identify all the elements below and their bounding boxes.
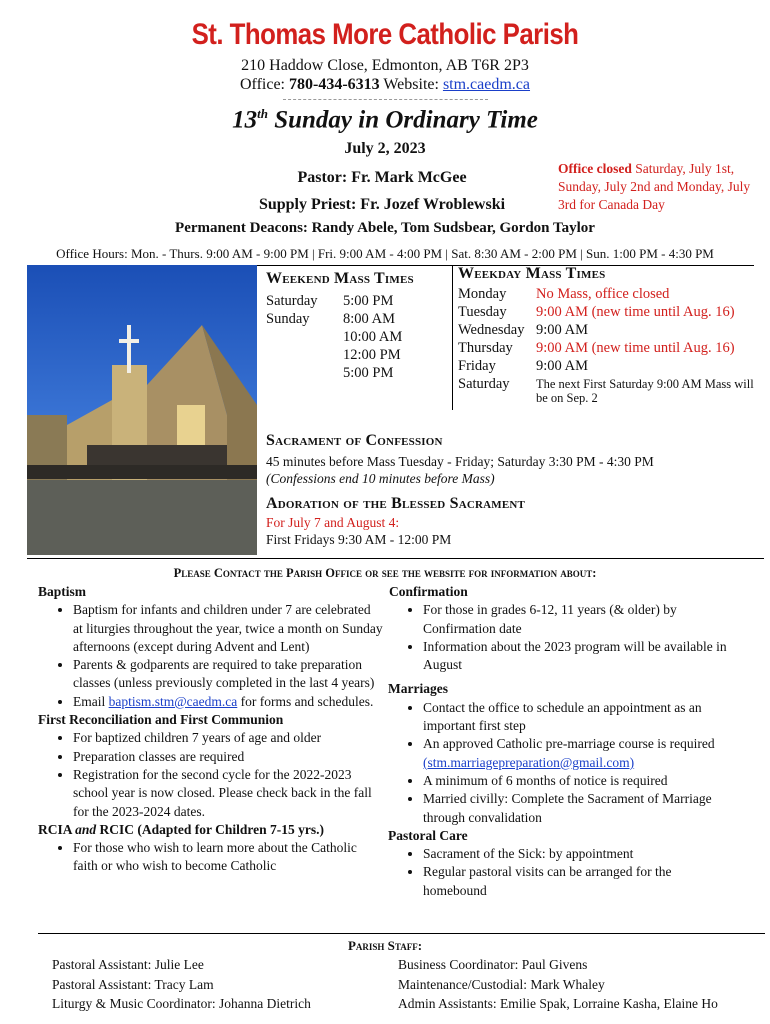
staff-right (398, 955, 718, 1014)
parish-address-block (0, 56, 770, 94)
right-info-column (388, 583, 733, 900)
divider (283, 99, 488, 100)
staff-member: Business Coordinator: Paul Givens (398, 957, 588, 972)
baptism-email-link[interactable]: baptism.stm@caedm.ca (108, 693, 238, 709)
office-line: Office: 780-434-6313 Website: stm.caedm.ca (239, 76, 531, 93)
table-row: Thursday 9:00 AM (new time until Aug. 16) (458, 340, 735, 356)
weekday-mass-section (458, 265, 756, 405)
pastor: Pastor: Fr. Mark McGee (297, 169, 467, 186)
clergy-block (252, 164, 512, 218)
table-row: 10:00 AM (343, 329, 403, 345)
deacons: Permanent Deacons: Randy Abele, Tom Sudsbear, Gordon Taylor (175, 220, 595, 236)
table-row: Tuesday 9:00 AM (new time until Aug. 16) (458, 304, 735, 320)
address: 210 Haddow Close, Edmonton, AB T6R 2P3 (241, 57, 529, 74)
list-item: • Parents & godparents are required to take preparation classes (unless previously completed in the last 4 years) (73, 656, 383, 693)
list-item: • An approved Catholic pre-marriage course is required (stm.marriagepreparation@gmail.com) (423, 735, 733, 772)
list-item: • Email baptism.stm@caedm.ca for forms and schedules. (73, 693, 383, 711)
list-item: • Baptism for infants and children under 7 are celebrated at liturgies throughout the year, twice a month on Sunday afternoons (except during Advent and Lent) (73, 601, 383, 656)
baptism-list (38, 601, 383, 711)
confession-section: Sacrament of Confession 45 minutes before Mass Tuesday - Friday; Saturday 3:30 PM - 4:30 PM (Confessions end 10 minutes before Mass) (266, 432, 756, 487)
reconciliation-heading: First Reconciliation and First Communion (38, 712, 284, 728)
table-row: Saturday 5:00 PM (266, 293, 394, 309)
adoration-heading: Adoration of the Blessed Sacrament (266, 495, 526, 512)
parish-title: St. Thomas More Catholic Parish (191, 18, 579, 51)
marriage-email-link[interactable]: (stm.marriagepreparation@gmail.com) (423, 754, 635, 770)
marriages-heading: Marriages (388, 681, 448, 697)
list-item: • Preparation classes are required (73, 748, 383, 766)
baptism-heading: Baptism (38, 584, 87, 599)
rcia-list (38, 839, 383, 876)
rcia-heading: RCIA and RCIC (Adapted for Children 7-15 yrs.) (38, 821, 325, 837)
weekend-mass-table (266, 292, 402, 382)
divider (27, 558, 764, 559)
adoration-section: Adoration of the Blessed Sacrament For July 7 and August 4: First Fridays 9:30 AM - 12:00 PM (266, 495, 756, 548)
list-item: • Sacrament of the Sick: by appointment (423, 845, 733, 863)
table-row: Friday 9:00 AM (458, 358, 588, 374)
office-closed-notice: Office closed Saturday, July 1st, Sunday, July 2nd and Monday, July 3rd for Canada Day (558, 161, 751, 212)
divider (452, 265, 453, 410)
pastoral-care-list (388, 845, 733, 900)
table-row: Wednesday 9:00 AM (458, 322, 588, 338)
list-item: • For those in grades 6-12, 11 years (& older) by Confirmation date (423, 601, 733, 638)
table-row: Monday No Mass, office closed (458, 286, 670, 302)
left-info-column (38, 583, 383, 876)
staff-member: Maintenance/Custodial: Mark Whaley (398, 976, 605, 992)
confirmation-heading: Confirmation (389, 584, 468, 599)
office-hours: Office Hours: Mon. - Thurs. 9:00 AM - 9:00 PM | Fri. 9:00 AM - 4:00 PM | Sat. 8:30 AM - 2:00 PM | Sun. 1:00 PM - 4:30 PM (56, 246, 714, 261)
office-phone: 780-434-6313 (288, 76, 380, 93)
list-item: • Information about the 2023 program will be available in August (423, 638, 733, 675)
website-link[interactable]: stm.caedm.ca (442, 76, 531, 93)
liturgical-title: 13th Sunday in Ordinary Time (232, 106, 538, 134)
list-item: • Contact the office to schedule an appointment as an important first step (423, 699, 733, 736)
weekday-mass-heading: Weekday Mass Times (458, 265, 606, 282)
table-row: 12:00 PM (343, 347, 401, 363)
weekend-mass-section (266, 270, 414, 382)
staff-member: Pastoral Assistant: Tracy Lam (52, 976, 214, 992)
table-row: 5:00 PM (343, 365, 394, 381)
pastoral-care-heading: Pastoral Care (388, 827, 468, 843)
staff-left (52, 955, 311, 1014)
weekend-mass-heading: Weekend Mass Times (266, 270, 414, 287)
supply-priest: Supply Priest: Fr. Jozef Wroblewski (258, 196, 506, 213)
table-row: Sunday 8:00 AM (266, 311, 395, 327)
confession-heading: Sacrament of Confession (266, 432, 443, 449)
weekday-mass-table (458, 285, 756, 405)
divider (38, 933, 765, 934)
reconciliation-list (38, 729, 383, 820)
church-photo (27, 265, 257, 555)
list-item: • For those who wish to learn more about the Catholic faith or who wish to become Catholic (73, 839, 383, 876)
list-item: • Married civilly: Complete the Sacrament of Marriage through convalidation (423, 790, 733, 827)
table-row: Saturday The next First Saturday 9:00 AM Mass will be on Sep. 2 (458, 376, 754, 405)
info-heading: Please Contact the Parish Office or see the website for information about: (173, 566, 597, 580)
staff-member: Admin Assistants: Emilie Spak, Lorraine Kasha, Elaine Ho (398, 996, 718, 1011)
staff-member: Liturgy & Music Coordinator: Johanna Dietrich (52, 996, 311, 1011)
confirmation-list (388, 601, 733, 674)
staff-member: Pastoral Assistant: Julie Lee (52, 957, 204, 972)
list-item: • For baptized children 7 years of age and older (73, 729, 383, 747)
staff-heading: Parish Staff: (347, 938, 423, 953)
list-item: • Registration for the second cycle for the 2022-2023 school year is now closed. Please check back in the fall for the 2023-2024 dates. (73, 766, 383, 821)
list-item: • A minimum of 6 months of notice is required (423, 772, 733, 790)
marriages-list (388, 699, 733, 827)
list-item: • Regular pastoral visits can be arranged for the homebound (423, 863, 733, 900)
bulletin-date: July 2, 2023 (344, 140, 426, 157)
